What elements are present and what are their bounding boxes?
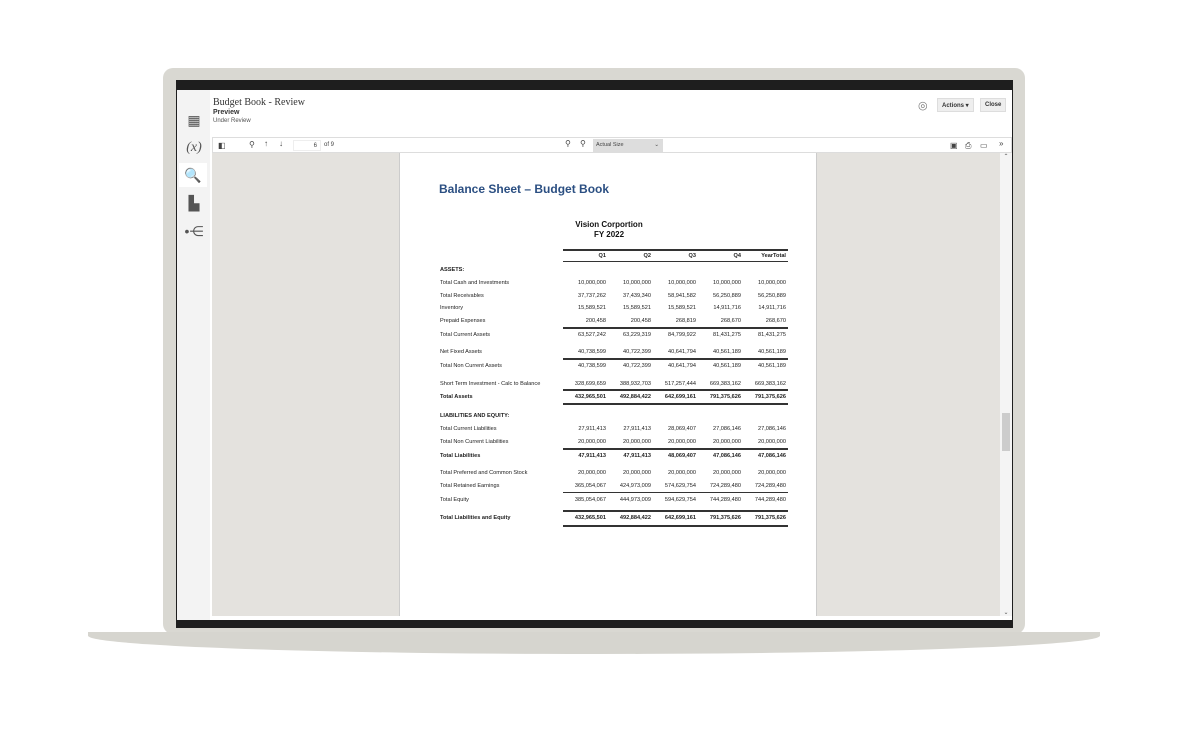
cell-value: 40,561,189 xyxy=(713,363,741,369)
cell-value: 20,000,000 xyxy=(578,439,606,445)
chevron-down-icon: ⌄ xyxy=(654,142,659,148)
laptop-base xyxy=(88,632,1100,654)
section-heading xyxy=(440,410,788,422)
row-label: Total Current Assets xyxy=(440,332,491,338)
table-rule xyxy=(563,389,788,391)
cell-value: 744,289,480 xyxy=(709,497,741,503)
cell-value: 20,000,000 xyxy=(713,470,741,476)
cell-value: 594,629,754 xyxy=(664,497,696,503)
document-search-icon[interactable]: 🔍 xyxy=(179,163,207,187)
table-row xyxy=(440,315,788,327)
row-label: Total Cash and Investments xyxy=(440,280,510,286)
scrollbar-thumb[interactable] xyxy=(1002,413,1010,451)
page-title: Budget Book - Review xyxy=(213,97,305,108)
cell-value: 40,641,794 xyxy=(668,363,696,369)
cell-value: 10,000,000 xyxy=(713,280,741,286)
row-label: Total Equity xyxy=(440,497,469,503)
open-file-icon[interactable]: ▭ xyxy=(980,141,988,150)
table-row xyxy=(440,436,788,448)
cell-value: 20,000,000 xyxy=(623,470,651,476)
sidebar-toggle-icon[interactable]: ◧ xyxy=(218,141,226,150)
cell-value: 574,629,754 xyxy=(664,483,696,489)
cell-value: 15,589,521 xyxy=(668,305,696,311)
cell-value: 28,069,407 xyxy=(668,426,696,432)
row-label: Inventory xyxy=(440,305,464,311)
cell-value: 40,561,189 xyxy=(758,363,786,369)
table-row xyxy=(440,467,788,479)
table-rule xyxy=(563,510,788,512)
cell-value: 444,973,009 xyxy=(619,497,651,503)
cell-value: 27,911,413 xyxy=(623,426,651,432)
cell-value: 14,911,716 xyxy=(758,305,786,311)
scroll-down-icon[interactable]: ⌄ xyxy=(1003,610,1009,616)
left-sidebar xyxy=(177,90,210,620)
table-rule xyxy=(563,261,788,262)
hierarchy-icon[interactable]: •⋲ xyxy=(184,222,204,239)
table-row xyxy=(440,329,788,341)
cell-value: 47,086,146 xyxy=(713,453,741,459)
cell-value: 20,000,000 xyxy=(668,470,696,476)
row-label: Short Term Investment - Calc to Balance xyxy=(440,381,541,387)
cell-value: 20,000,000 xyxy=(713,439,741,445)
cell-value: 20,000,000 xyxy=(578,470,606,476)
cell-value: 40,738,599 xyxy=(578,349,606,355)
table-rule xyxy=(563,327,788,329)
table-row xyxy=(440,360,788,372)
actions-button[interactable]: Actions ▾ xyxy=(937,98,974,112)
row-label: Total Liabilities and Equity xyxy=(440,515,511,521)
report-title: Balance Sheet – Budget Book xyxy=(439,182,610,196)
column-header: Q3 xyxy=(688,253,696,259)
cell-value: 365,054,067 xyxy=(574,483,606,489)
period: FY 2022 xyxy=(593,230,625,239)
cell-value: 84,799,922 xyxy=(668,332,696,338)
cell-value: 328,699,659 xyxy=(574,381,606,387)
cell-value: 47,911,413 xyxy=(578,453,606,459)
page-subtitle: Preview xyxy=(213,109,240,116)
cell-value: 424,973,009 xyxy=(619,483,651,489)
cell-value: 791,375,626 xyxy=(754,394,786,400)
table-row xyxy=(440,450,788,462)
scroll-up-icon[interactable]: ⌃ xyxy=(1003,154,1009,160)
cell-value: 432,965,501 xyxy=(574,394,606,400)
search-icon[interactable]: ⚲ xyxy=(249,140,255,149)
cell-value: 20,000,000 xyxy=(623,439,651,445)
zoom-select[interactable] xyxy=(593,139,663,152)
app-window xyxy=(177,90,1012,620)
row-label: Total Assets xyxy=(440,394,473,400)
cell-value: 81,431,275 xyxy=(713,332,741,338)
column-header: Q4 xyxy=(733,253,741,259)
row-label: Total Non Current Assets xyxy=(440,363,502,369)
cell-value: 15,589,521 xyxy=(578,305,606,311)
row-label: Total Liabilities xyxy=(440,453,481,459)
table-row xyxy=(440,512,788,524)
cell-value: 20,000,000 xyxy=(668,439,696,445)
table-row xyxy=(440,346,788,358)
column-header: Q1 xyxy=(598,253,606,259)
cell-value: 432,965,501 xyxy=(574,515,606,521)
print-icon[interactable]: ⎙ xyxy=(965,141,972,150)
table-row xyxy=(440,302,788,314)
table-row xyxy=(440,277,788,289)
formula-icon[interactable]: (x) xyxy=(186,140,202,155)
cell-value: 40,641,794 xyxy=(668,349,696,355)
cell-value: 791,375,626 xyxy=(754,515,786,521)
row-label: ASSETS: xyxy=(440,267,465,273)
column-header: Q2 xyxy=(643,253,651,259)
cell-value: 388,932,703 xyxy=(619,381,651,387)
cell-value: 492,884,422 xyxy=(619,394,651,400)
cell-value: 669,383,162 xyxy=(754,381,786,387)
column-header: YearTotal xyxy=(761,253,786,259)
cell-value: 200,458 xyxy=(585,318,606,324)
cell-value: 200,458 xyxy=(630,318,651,324)
table-row xyxy=(440,480,788,492)
cell-value: 10,000,000 xyxy=(578,280,606,286)
document-page xyxy=(399,153,817,616)
status-text: Under Review xyxy=(213,118,251,124)
cell-value: 63,527,242 xyxy=(578,332,606,338)
cell-value: 14,911,716 xyxy=(713,305,741,311)
table-rule xyxy=(563,492,788,493)
cell-value: 40,722,399 xyxy=(623,363,651,369)
cell-value: 791,375,626 xyxy=(709,515,741,521)
table-rule xyxy=(563,249,788,251)
page-number-input[interactable]: 6 xyxy=(293,140,321,151)
row-label: Net Fixed Assets xyxy=(440,349,482,355)
row-label: Total Retained Earnings xyxy=(440,483,500,489)
cell-value: 492,884,422 xyxy=(619,515,651,521)
row-label: Total Current Liabilities xyxy=(440,426,497,432)
page-count: of 9 xyxy=(324,142,335,148)
cell-value: 744,289,480 xyxy=(754,497,786,503)
next-page-icon[interactable]: ↓ xyxy=(279,139,283,148)
table-rule xyxy=(563,358,788,360)
cell-value: 56,250,889 xyxy=(713,293,741,299)
cell-value: 48,069,407 xyxy=(668,453,696,459)
presentation-icon[interactable]: ▣ xyxy=(950,141,958,150)
cell-value: 27,911,413 xyxy=(578,426,606,432)
cell-value: 81,431,275 xyxy=(758,332,786,338)
table-row xyxy=(440,290,788,302)
table-rule xyxy=(563,448,788,450)
cell-value: 40,738,599 xyxy=(578,363,606,369)
cell-value: 791,375,626 xyxy=(709,394,741,400)
cell-value: 385,054,067 xyxy=(574,497,606,503)
cell-value: 56,250,889 xyxy=(758,293,786,299)
row-label: Total Receivables xyxy=(440,293,484,299)
cell-value: 268,670 xyxy=(765,318,786,324)
close-button[interactable]: Close xyxy=(980,98,1006,112)
previous-page-icon[interactable]: ↑ xyxy=(264,139,268,148)
zoom-value: Actual Size xyxy=(596,142,624,148)
cell-value: 20,000,000 xyxy=(758,470,786,476)
viewer-toolbar xyxy=(212,137,1012,153)
cell-value: 40,722,399 xyxy=(623,349,651,355)
table-icon[interactable]: ▦ xyxy=(187,111,201,128)
cell-value: 268,819 xyxy=(675,318,696,324)
cell-value: 669,383,162 xyxy=(709,381,741,387)
cell-value: 10,000,000 xyxy=(668,280,696,286)
cell-value: 37,737,262 xyxy=(578,293,606,299)
table-rule xyxy=(563,525,788,527)
cell-value: 268,670 xyxy=(720,318,741,324)
cell-value: 642,699,161 xyxy=(664,394,696,400)
cell-value: 517,257,444 xyxy=(664,381,696,387)
cell-value: 27,086,146 xyxy=(758,426,786,432)
company-name xyxy=(550,220,668,240)
cell-value: 724,289,480 xyxy=(709,483,741,489)
zoom-out-icon[interactable]: ⚲ xyxy=(565,139,571,148)
row-label: Total Preferred and Common Stock xyxy=(440,470,528,476)
cell-value: 47,911,413 xyxy=(623,453,651,459)
help-icon[interactable]: ◎ xyxy=(918,100,928,112)
cell-value: 27,086,146 xyxy=(713,426,741,432)
table-row xyxy=(440,494,788,506)
section-heading xyxy=(440,264,788,276)
row-label: Prepaid Expenses xyxy=(440,318,486,324)
cell-value: 58,941,582 xyxy=(668,293,696,299)
cell-value: 47,086,146 xyxy=(758,453,786,459)
cell-value: 20,000,000 xyxy=(758,439,786,445)
table-row xyxy=(440,423,788,435)
vertical-scrollbar[interactable] xyxy=(1000,153,1012,616)
document-comment-icon[interactable]: ▙ xyxy=(188,194,200,211)
more-tools-icon[interactable]: » xyxy=(999,139,1004,148)
cell-value: 10,000,000 xyxy=(623,280,651,286)
company: Vision Corportion xyxy=(575,220,643,229)
table-row xyxy=(440,391,788,403)
zoom-in-icon[interactable]: ⚲ xyxy=(580,139,586,148)
cell-value: 724,289,480 xyxy=(754,483,786,489)
document-viewer xyxy=(212,153,1000,616)
row-label: LIABILITIES AND EQUITY: xyxy=(440,413,510,419)
table-rule xyxy=(563,403,788,405)
row-label: Total Non Current Liabilities xyxy=(440,439,509,445)
cell-value: 642,699,161 xyxy=(664,515,696,521)
cell-value: 15,589,521 xyxy=(623,305,651,311)
cell-value: 40,561,189 xyxy=(713,349,741,355)
cell-value: 63,229,319 xyxy=(623,332,651,338)
cell-value: 10,000,000 xyxy=(758,280,786,286)
cell-value: 37,439,340 xyxy=(623,293,651,299)
cell-value: 40,561,189 xyxy=(758,349,786,355)
